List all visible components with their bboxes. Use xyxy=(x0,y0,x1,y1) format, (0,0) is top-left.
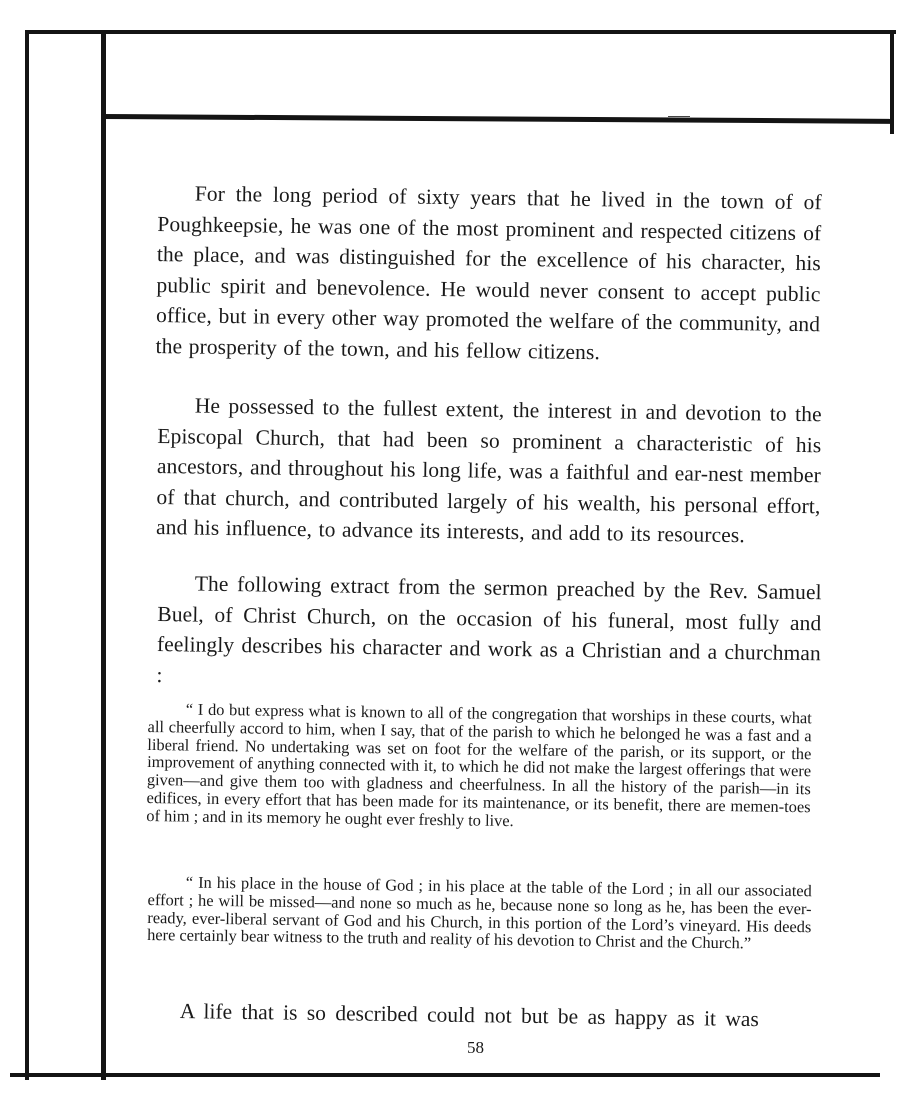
closing-line: A life that is so described could not but be as happy as it was xyxy=(179,998,759,1032)
body-paragraph-2: He possessed to the fullest extent, the interest in and devotion to the Episcopal Church, that had been so prominent a characteristic of his ancestors, and throughout his long life, was a faithful and ear-nest member of that church, and contributed largely of his wealth, his personal effort, and his influence, to advance its interests, and add to its resources. xyxy=(155,393,822,548)
header-rule xyxy=(101,114,893,124)
frame-left-inner-rule xyxy=(101,30,106,1080)
body-paragraph-3: The following extract from the sermon preached by the Rev. Samuel Buel, of Christ Church, on the occasion of his funeral, most fully and feelingly describes his character and work as a Christian and a churchman : xyxy=(156,571,822,687)
page-number: 58 xyxy=(467,1038,484,1057)
frame-left-outer-rule xyxy=(25,30,29,1080)
sermon-quote-2: “ In his place in the house of God ; in his place at the table of the Lord ; in all our associated effort ; he will be missed—and none so much as he, because none so long as he, has been the ever-ready, ever-liberal servant of God and his Church, in this portion of the Lord’s vineyard. His deeds here certainly bear witness to the truth and reality of his devotion to Christ and the Church.” xyxy=(147,872,812,953)
frame-top-rule xyxy=(25,30,896,34)
frame-bottom-rule xyxy=(10,1073,880,1077)
sermon-quote-1: “ I do but express what is known to all of the congregation that worships in these courts, what all cheerfully accord to him, when I say, that of the parish to which he belonged he was a fast and a liberal friend. No undertaking was set on foot for the welfare of the parish, or its support, or the improvement of anything connected with it, to which he did not make the largest offerings that were given—and give them too with gladness and cheerfulness. In all the history of the parish—in its edifices, in every effort that has been made for its maintenance, or its benefit, there are memen-toes of him ; and in its memory he ought ever freshly to live. xyxy=(146,699,812,830)
scan-mark xyxy=(668,116,690,117)
body-paragraph-1: For the long period of sixty years that he lived in the town of of Poughkeepsie, he was one of the most prominent and respected citizens of the place, and was distinguished for the excellence of his character, his public spirit and benevolence. He would never consent to accept public office, but in every other way promoted the welfare of the community, and the prosperity of the town, and his fellow citizens. xyxy=(155,181,822,364)
